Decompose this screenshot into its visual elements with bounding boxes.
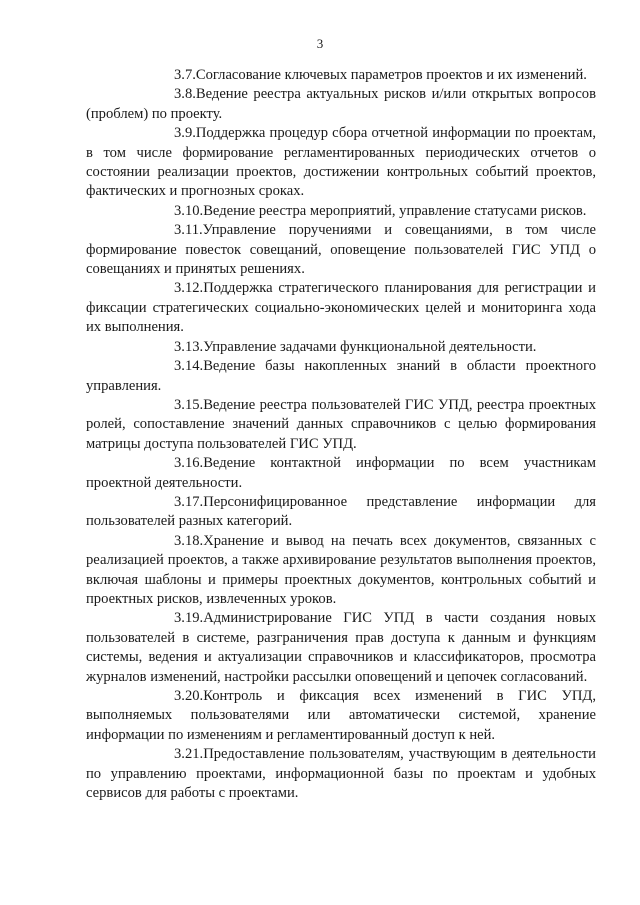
- item-number: 3.15.: [174, 396, 204, 413]
- item-number: 3.16.: [174, 455, 204, 472]
- item-text: Ведение контактной информации по всем участникам проектной деятельности.: [86, 455, 596, 491]
- item-text: Согласование ключевых параметров проектов и их изменений.: [195, 67, 587, 83]
- document-body: [86, 66, 596, 803]
- list-item: [86, 396, 596, 454]
- list-item: [86, 124, 596, 202]
- item-text: Поддержка процедур сбора отчетной информации по проектам, в том числе формирование регламентированных периодических отчетов о состоянии реализации проектов, достижении контрольных событий проектов, фактических и прогнозных сроках.: [86, 125, 596, 200]
- item-text: Ведение реестра пользователей ГИС УПД, реестра проектных ролей, сопоставление значений данных справочников с целью формирования матрицы доступа пользователей ГИС УПД.: [86, 396, 596, 452]
- item-text: Персонифицированное представление информации для пользователей разных категорий.: [86, 493, 596, 530]
- list-item: [86, 66, 596, 85]
- item-text: Ведение реестра мероприятий, управление статусами рисков.: [203, 202, 587, 219]
- item-text: Администрирование ГИС УПД в части создания новых пользователей в системе, разграничения прав доступа к данным и функциям системы, ведения и актуализации справочников и классификаторов, просмотра журналов изменений, настройки рассылки оповещений и цепочек согласований.: [86, 610, 596, 685]
- list-item: [86, 532, 596, 610]
- item-number: 3.18.: [174, 532, 204, 549]
- item-number: 3.11.: [174, 222, 203, 239]
- item-text: Ведение реестра актуальных рисков и/или открытых вопросов (проблем) по проекту.: [86, 86, 596, 122]
- list-item: [86, 454, 596, 493]
- item-number: 3.17.: [174, 493, 204, 510]
- item-number: 3.14.: [174, 358, 204, 375]
- item-number: 3.12.: [174, 280, 204, 297]
- item-number: 3.10.: [174, 202, 204, 219]
- item-number: 3.19.: [174, 610, 204, 627]
- list-item: [86, 493, 596, 532]
- item-text: Ведение базы накопленных знаний в области проектного управления.: [86, 358, 596, 394]
- list-item: [86, 279, 596, 337]
- item-text: Управление задачами функциональной деятельности.: [203, 338, 537, 355]
- item-number: 3.20.: [174, 688, 204, 704]
- item-text: Хранение и вывод на печать всех документов, связанных с реализацией проектов, а также архивирование результатов выполнения проектов, включая шаблоны и примеры проектных документов, контрольных событий и проектных рисков, извлеченных уроков.: [86, 532, 596, 607]
- item-text: Поддержка стратегического планирования для регистрации и фиксации стратегических социально-экономических целей и мониторинга хода их выполнения.: [86, 280, 596, 336]
- list-item: [86, 609, 596, 687]
- item-text: Предоставление пользователям, участвующим в деятельности по управлению проектами, информационной базы по проектам и удобных сервисов для работы с проектами.: [86, 746, 596, 802]
- item-text: Контроль и фиксация всех изменений в ГИС УПД, выполняемых пользователями или автоматически системой, хранение информации по изменениям и регламентированный доступ к ней.: [86, 688, 596, 743]
- list-item: [86, 202, 596, 221]
- item-text: Управление поручениями и совещаниями, в том числе формирование повесток совещаний, оповещение пользователей ГИС УПД о совещаниях и принятых решениях.: [86, 222, 596, 278]
- list-item: [86, 357, 596, 396]
- list-item: [86, 745, 596, 803]
- list-item: [86, 221, 596, 279]
- item-number: 3.9.: [174, 125, 196, 142]
- list-item: [86, 85, 596, 124]
- item-number: 3.8.: [174, 86, 196, 103]
- item-number: 3.21.: [174, 746, 204, 763]
- list-item: [86, 687, 596, 745]
- item-number: 3.13.: [174, 338, 204, 355]
- list-item: [86, 338, 596, 357]
- item-number: 3.7.: [174, 67, 196, 83]
- page-number: 3: [316, 36, 324, 51]
